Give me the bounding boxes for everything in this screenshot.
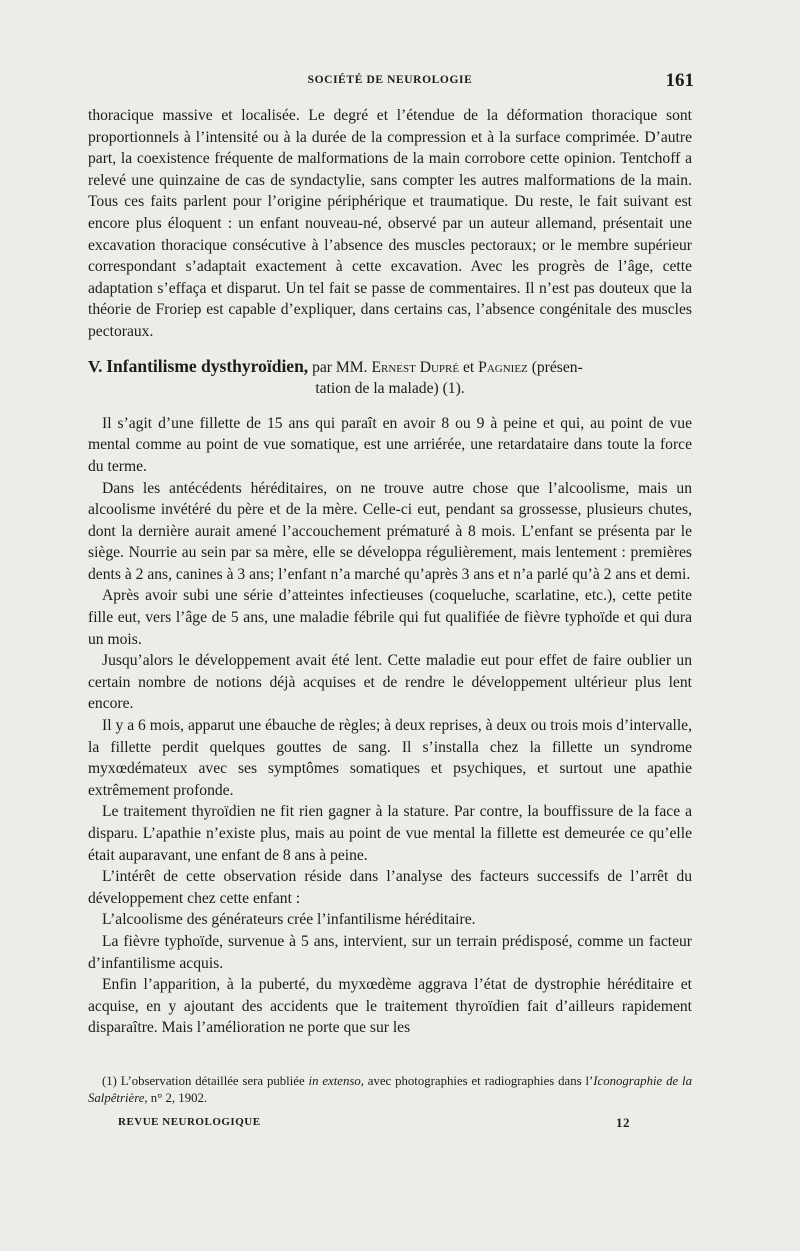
- footer-journal-name: REVUE NEUROLOGIQUE: [118, 1116, 261, 1128]
- footnote-text-2: avec photographies et radiographies dans l’: [367, 1074, 594, 1088]
- running-head: [88, 72, 692, 94]
- footnote: [88, 1073, 692, 1107]
- paragraph-9: La fièvre typhoïde, survenue à 5 ans, intervient, sur un terrain prédisposé, comme un facteur d’infantilisme acquis.: [88, 932, 692, 972]
- section-and: et: [463, 358, 475, 376]
- page-number: 161: [665, 70, 694, 91]
- section-title: Infantilisme dysthyroïdien,: [106, 355, 309, 376]
- footnote-italic-2: Iconographie de la Salpêtrière,: [88, 1074, 692, 1105]
- paragraph-8: L’alcoolisme des générateurs crée l’infantilisme héréditaire.: [102, 911, 476, 929]
- section-paren-open: (présen-: [531, 358, 583, 376]
- paragraph-5: Il y a 6 mois, apparut une ébauche de règles; à deux reprises, à deux ou trois mois d’intervalle, la fillette perdit quelques gouttes de sang. Il s’installa chez la fillette un syndrome myxœdémateux avec ses symptômes somatiques et psychiques, et surtout une apathie extrêmement profonde.: [88, 717, 692, 799]
- footnote-italic-1: in extenso,: [308, 1074, 364, 1088]
- section-paren-close: tation de la malade) (1).: [315, 380, 465, 398]
- running-title: SOCIÉTÉ DE NEUROLOGIE: [307, 74, 473, 86]
- section-number: V.: [88, 356, 103, 376]
- paragraph-intro: thoracique massive et localisée. Le degré et l’étendue de la déformation thoracique sont proportionnels à l’intensité ou à la durée de la compression et à la surface comprimée. D’autre part, la coexistence fréquente de malformations de la main corrobore cette opinion. Tentchoff a relevé une quinzaine de cas de syndactylie, sans compter les autres malformations de la main. Tous ces faits parlent pour l’origine périphérique et traumatique. Du reste, le fait suivant est encore plus éloquent : un enfant nouveau-né, observé par un auteur allemand, présentait une excavation thoracique consécutive à l’absence des muscles pectoraux; or le membre supérieur correspondant s’adaptait exactement à cette excavation. Avec les progrès de l’âge, cette adaptation s’effaça et disparut. Un tel fait se passe de commentaires. Il n’est pas douteux que la théorie de Froriep est capable d’expliquer, dans certains cas, l’absence congénitale des muscles pectoraux.: [88, 107, 692, 340]
- body-text: [88, 105, 692, 1039]
- section-by: par MM.: [312, 358, 368, 376]
- paragraph-7: L’intérêt de cette observation réside dans l’analyse des facteurs successifs de l’arrêt du développement chez cette enfant :: [88, 868, 692, 907]
- paragraph-6: Le traitement thyroïdien ne fit rien gagner à la stature. Par contre, la bouffissure de la face a disparu. L’apathie n’existe plus, mais au point de vue mental la fillette est demeurée ce qu’elle était auparavant, une enfant de 8 ans à peine.: [88, 803, 692, 864]
- paragraph-4: Jusqu’alors le développement avait été lent. Cette maladie eut pour effet de faire oublier un certain nombre de notions déjà acquises et de rendre le développement ultérieur plus lent encore.: [88, 652, 692, 713]
- page-footer: [118, 1116, 630, 1132]
- author-dupre: Ernest Dupré: [371, 358, 460, 376]
- footnote-text-3: n° 2, 1902.: [150, 1091, 208, 1105]
- paragraph-1: Il s’agit d’une fillette de 15 ans qui paraît en avoir 8 ou 9 à peine et qui, au point de vue mental comme au point de vue somatique, est une arriérée, une retardataire dans toute la force du terme.: [88, 414, 692, 475]
- section-heading: [88, 356, 692, 400]
- signature-number: 12: [616, 1115, 630, 1130]
- footnote-text-1: L’observation détaillée sera publiée: [120, 1074, 305, 1088]
- paragraph-2: Dans les antécédents héréditaires, on ne trouve autre chose que l’alcoolisme, mais un alcoolisme invétéré du père et de la mère. Celle-ci eut, pendant sa grossesse, plusieurs chutes, dont la dernière aurait amené l’accouchement prématuré à 8 mois. L’enfant se présenta par le siège. Nourrie au sein par sa mère, elle se développa régulièrement, mais lentement : premières dents à 2 ans, canines à 3 ans; l’enfant n’a marché qu’après 3 ans et n’a parlé qu’à 2 ans et demi.: [88, 479, 692, 583]
- footnote-mark: (1): [102, 1074, 117, 1088]
- author-pagniez: Pagniez: [478, 358, 528, 376]
- paragraph-3: Après avoir subi une série d’atteintes infectieuses (coqueluche, scarlatine, etc.), cette petite fille eut, vers l’âge de 5 ans, une maladie fébrile qui fut qualifiée de fièvre typhoïde et qui dura un mois.: [88, 587, 692, 648]
- paragraph-10: Enfin l’apparition, à la puberté, du myxœdème aggrava l’état de dystrophie héréditaire et acquise, en y ajoutant des accidents que le traitement thyroïdien fait d’ailleurs rapidement disparaître. Mais l’amélioration ne porte que sur les: [88, 976, 692, 1037]
